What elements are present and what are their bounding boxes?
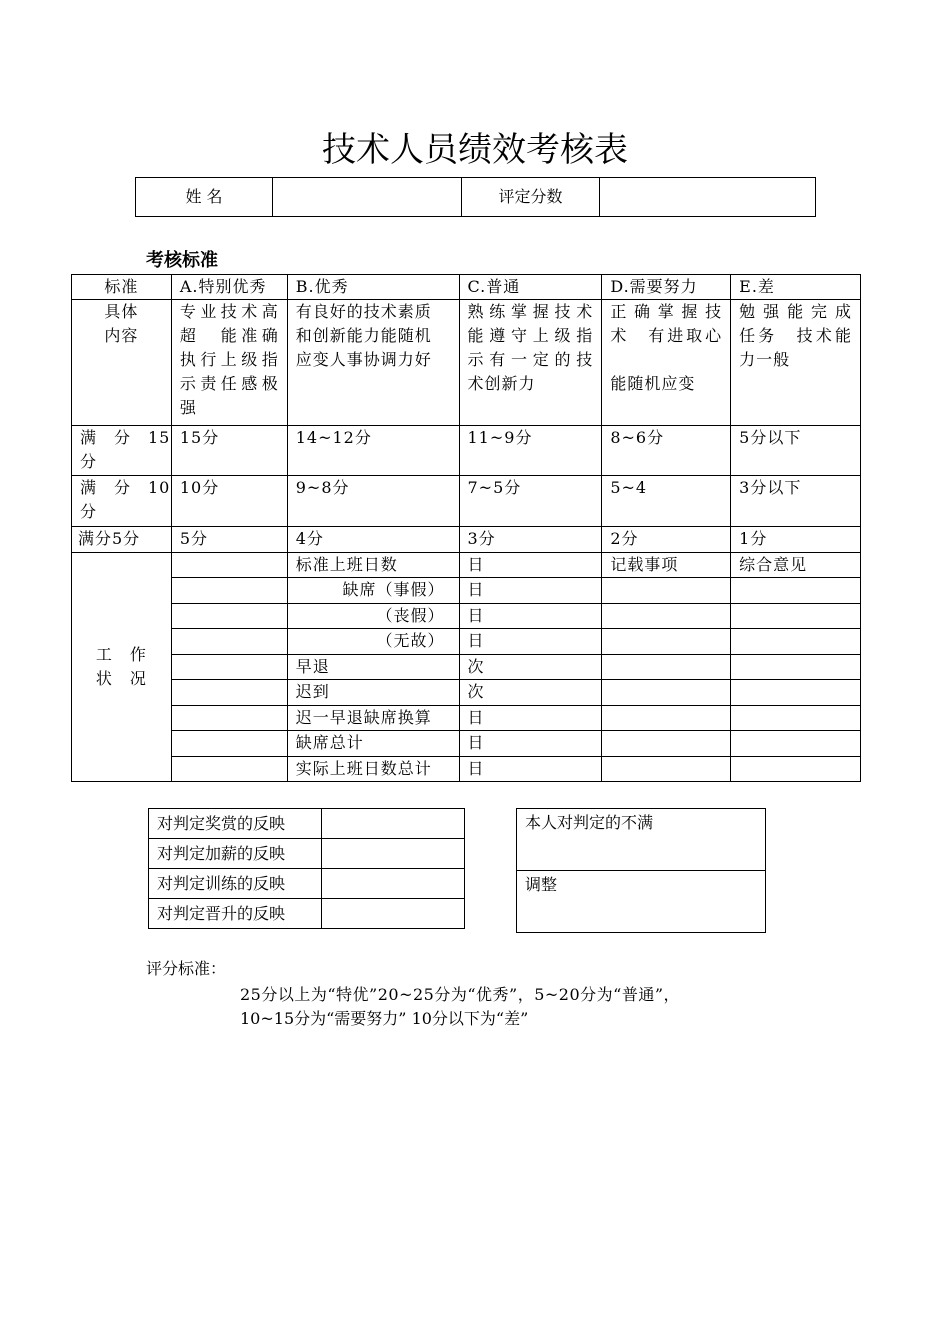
name-field[interactable] — [273, 178, 462, 217]
content-line: 熟练掌握技术 — [467, 302, 594, 321]
content-cell-e — [731, 300, 861, 426]
content-label-cell — [72, 300, 172, 426]
score-cell: 4分 — [287, 527, 459, 553]
work-blank-cell[interactable] — [171, 757, 287, 782]
table-row — [72, 604, 861, 629]
work-note-cell[interactable] — [602, 731, 731, 757]
work-unit[interactable]: 日 — [459, 604, 602, 629]
reflection-label: 对判定加薪的反映 — [149, 839, 322, 869]
score-row-label — [72, 476, 172, 527]
table-row — [149, 869, 465, 899]
table-row — [72, 706, 861, 731]
work-opinion-cell[interactable] — [731, 680, 861, 706]
work-blank-cell[interactable] — [171, 655, 287, 680]
header-table — [135, 177, 816, 217]
reflection-field[interactable] — [322, 839, 465, 869]
work-item: 迟到 — [287, 680, 459, 706]
score-cell: 2分 — [602, 527, 731, 553]
work-blank-cell[interactable] — [171, 604, 287, 629]
work-blank-cell[interactable] — [171, 578, 287, 604]
table-row — [72, 300, 861, 426]
table-row — [72, 553, 861, 578]
table-row — [149, 899, 465, 929]
content-line: 专业技术高 — [179, 302, 279, 321]
score-cell: 3分 — [459, 527, 602, 553]
score-cell: 3分以下 — [731, 476, 861, 527]
work-notes-header: 记载事项 — [602, 553, 731, 578]
score-label-line: 满 分 15 — [80, 428, 171, 447]
criteria-title: 考核标准 — [146, 250, 218, 271]
table-row — [72, 731, 861, 757]
work-unit[interactable]: 次 — [459, 680, 602, 706]
work-unit[interactable]: 日 — [459, 578, 602, 604]
work-blank-cell[interactable] — [171, 680, 287, 706]
score-label-line: 分 — [80, 502, 98, 521]
work-blank-cell[interactable] — [171, 629, 287, 655]
table-row — [72, 426, 861, 476]
table-row — [72, 757, 861, 782]
content-label-line: 具体 — [104, 302, 139, 321]
work-blank-cell[interactable] — [171, 706, 287, 731]
work-opinion-cell[interactable] — [731, 604, 861, 629]
work-item: 早退 — [287, 655, 459, 680]
score-label: 评定分数 — [462, 178, 600, 217]
criteria-table — [71, 274, 861, 782]
content-line: 勉强能完成 — [739, 302, 852, 321]
work-opinion-cell[interactable] — [731, 757, 861, 782]
work-note-cell[interactable] — [602, 629, 731, 655]
grid-header-cell: D.需要努力 — [602, 275, 731, 300]
reflection-table — [148, 808, 465, 929]
score-row-label — [72, 426, 172, 476]
content-line: 力一般 — [739, 350, 791, 369]
dissatisfaction-table — [516, 808, 766, 933]
work-unit[interactable]: 次 — [459, 655, 602, 680]
grid-header-cell: B.优秀 — [287, 275, 459, 300]
reflection-field[interactable] — [322, 809, 465, 839]
score-cell: 8~6分 — [602, 426, 731, 476]
work-unit[interactable]: 日 — [459, 706, 602, 731]
grid-header-cell: A.特别优秀 — [171, 275, 287, 300]
work-note-cell[interactable] — [602, 757, 731, 782]
content-line: 应变人事协调力好 — [295, 350, 432, 369]
grid-header-cell: E.差 — [731, 275, 861, 300]
reflection-field[interactable] — [322, 869, 465, 899]
score-cell: 9~8分 — [287, 476, 459, 527]
work-opinion-cell[interactable] — [731, 578, 861, 604]
table-row — [72, 629, 861, 655]
content-line: 能随机应变 — [610, 374, 696, 393]
score-cell: 10分 — [171, 476, 287, 527]
adjustment-field[interactable]: 调整 — [517, 871, 766, 933]
score-label-line: 分 — [80, 452, 98, 471]
work-label-line: 工 作 — [95, 645, 147, 664]
work-item: （丧假） — [287, 604, 459, 629]
work-unit[interactable]: 日 — [459, 629, 602, 655]
work-status-label — [72, 553, 172, 782]
score-cell: 5分 — [171, 527, 287, 553]
work-blank-cell[interactable] — [171, 553, 287, 578]
work-opinion-cell[interactable] — [731, 655, 861, 680]
score-cell: 14~12分 — [287, 426, 459, 476]
work-unit[interactable]: 日 — [459, 553, 602, 578]
work-item: 缺席总计 — [287, 731, 459, 757]
reflection-field[interactable] — [322, 899, 465, 929]
dissatisfaction-field[interactable]: 本人对判定的不满 — [517, 809, 766, 871]
content-line: 执行上级指 — [179, 350, 279, 369]
work-opinion-cell[interactable] — [731, 731, 861, 757]
content-line: 能遵守上级指 — [467, 326, 594, 345]
reflection-label: 对判定训练的反映 — [149, 869, 322, 899]
reflection-label: 对判定晋升的反映 — [149, 899, 322, 929]
work-unit[interactable]: 日 — [459, 757, 602, 782]
work-item: 标准上班日数 — [287, 553, 459, 578]
table-row — [149, 809, 465, 839]
content-line: 术 有进取心 — [610, 326, 723, 345]
content-cell-b — [287, 300, 459, 426]
table-row — [517, 871, 766, 933]
work-note-cell[interactable] — [602, 680, 731, 706]
grid-header-cell: 标准 — [72, 275, 172, 300]
score-cell: 7~5分 — [459, 476, 602, 527]
work-item: 实际上班日数总计 — [287, 757, 459, 782]
table-row — [517, 809, 766, 871]
work-opinion-cell[interactable] — [731, 629, 861, 655]
table-row — [72, 578, 861, 604]
work-opinion-header: 综合意见 — [731, 553, 861, 578]
scoring-line-2: 10~15分为“需要努力” 10分以下为“差” — [240, 1009, 529, 1028]
score-cell: 5~4 — [602, 476, 731, 527]
grid-header-cell: C.普通 — [459, 275, 602, 300]
work-note-cell[interactable] — [602, 578, 731, 604]
content-cell-c — [459, 300, 602, 426]
score-cell: 1分 — [731, 527, 861, 553]
content-line: 示责任感极 — [179, 374, 279, 393]
content-label-line: 内容 — [104, 326, 139, 345]
score-cell: 11~9分 — [459, 426, 602, 476]
content-line — [610, 348, 722, 372]
table-row — [72, 655, 861, 680]
work-unit[interactable]: 日 — [459, 731, 602, 757]
table-row — [149, 839, 465, 869]
scoring-line-1: 25分以上为“特优”20~25分为“优秀”，5~20分为“普通”， — [240, 985, 681, 1004]
score-label-line: 满 分 10 — [80, 478, 171, 497]
work-blank-cell[interactable] — [171, 731, 287, 757]
name-label: 姓 名 — [136, 178, 273, 217]
table-row — [72, 527, 861, 553]
work-item: 迟一早退缺席换算 — [287, 706, 459, 731]
table-row — [72, 275, 861, 300]
score-cell: 15分 — [171, 426, 287, 476]
work-label-line: 状 况 — [95, 669, 147, 688]
content-line: 示有一定的技 — [467, 350, 594, 369]
score-cell: 5分以下 — [731, 426, 861, 476]
content-line: 术创新力 — [467, 374, 536, 393]
work-opinion-cell[interactable] — [731, 706, 861, 731]
score-row-label: 满分5分 — [72, 527, 172, 553]
content-cell-a — [171, 300, 287, 426]
score-field[interactable] — [600, 178, 816, 217]
content-line: 强 — [179, 398, 197, 417]
content-line: 和创新能力能随机 — [295, 326, 432, 345]
page-title: 技术人员绩效考核表 — [322, 130, 628, 170]
content-line: 正确掌握技 — [610, 302, 723, 321]
work-note-cell[interactable] — [602, 655, 731, 680]
content-line: 任务 技术能 — [739, 326, 852, 345]
work-item: （无故） — [287, 629, 459, 655]
scoring-label: 评分标准： — [146, 959, 227, 978]
content-cell-d — [602, 300, 731, 426]
work-note-cell[interactable] — [602, 706, 731, 731]
table-row — [72, 680, 861, 706]
content-line: 超 能准确 — [179, 326, 279, 345]
content-line: 有良好的技术素质 — [295, 302, 432, 321]
work-item: 缺席（事假） — [287, 578, 459, 604]
work-note-cell[interactable] — [602, 604, 731, 629]
reflection-label: 对判定奖赏的反映 — [149, 809, 322, 839]
table-row — [72, 476, 861, 527]
